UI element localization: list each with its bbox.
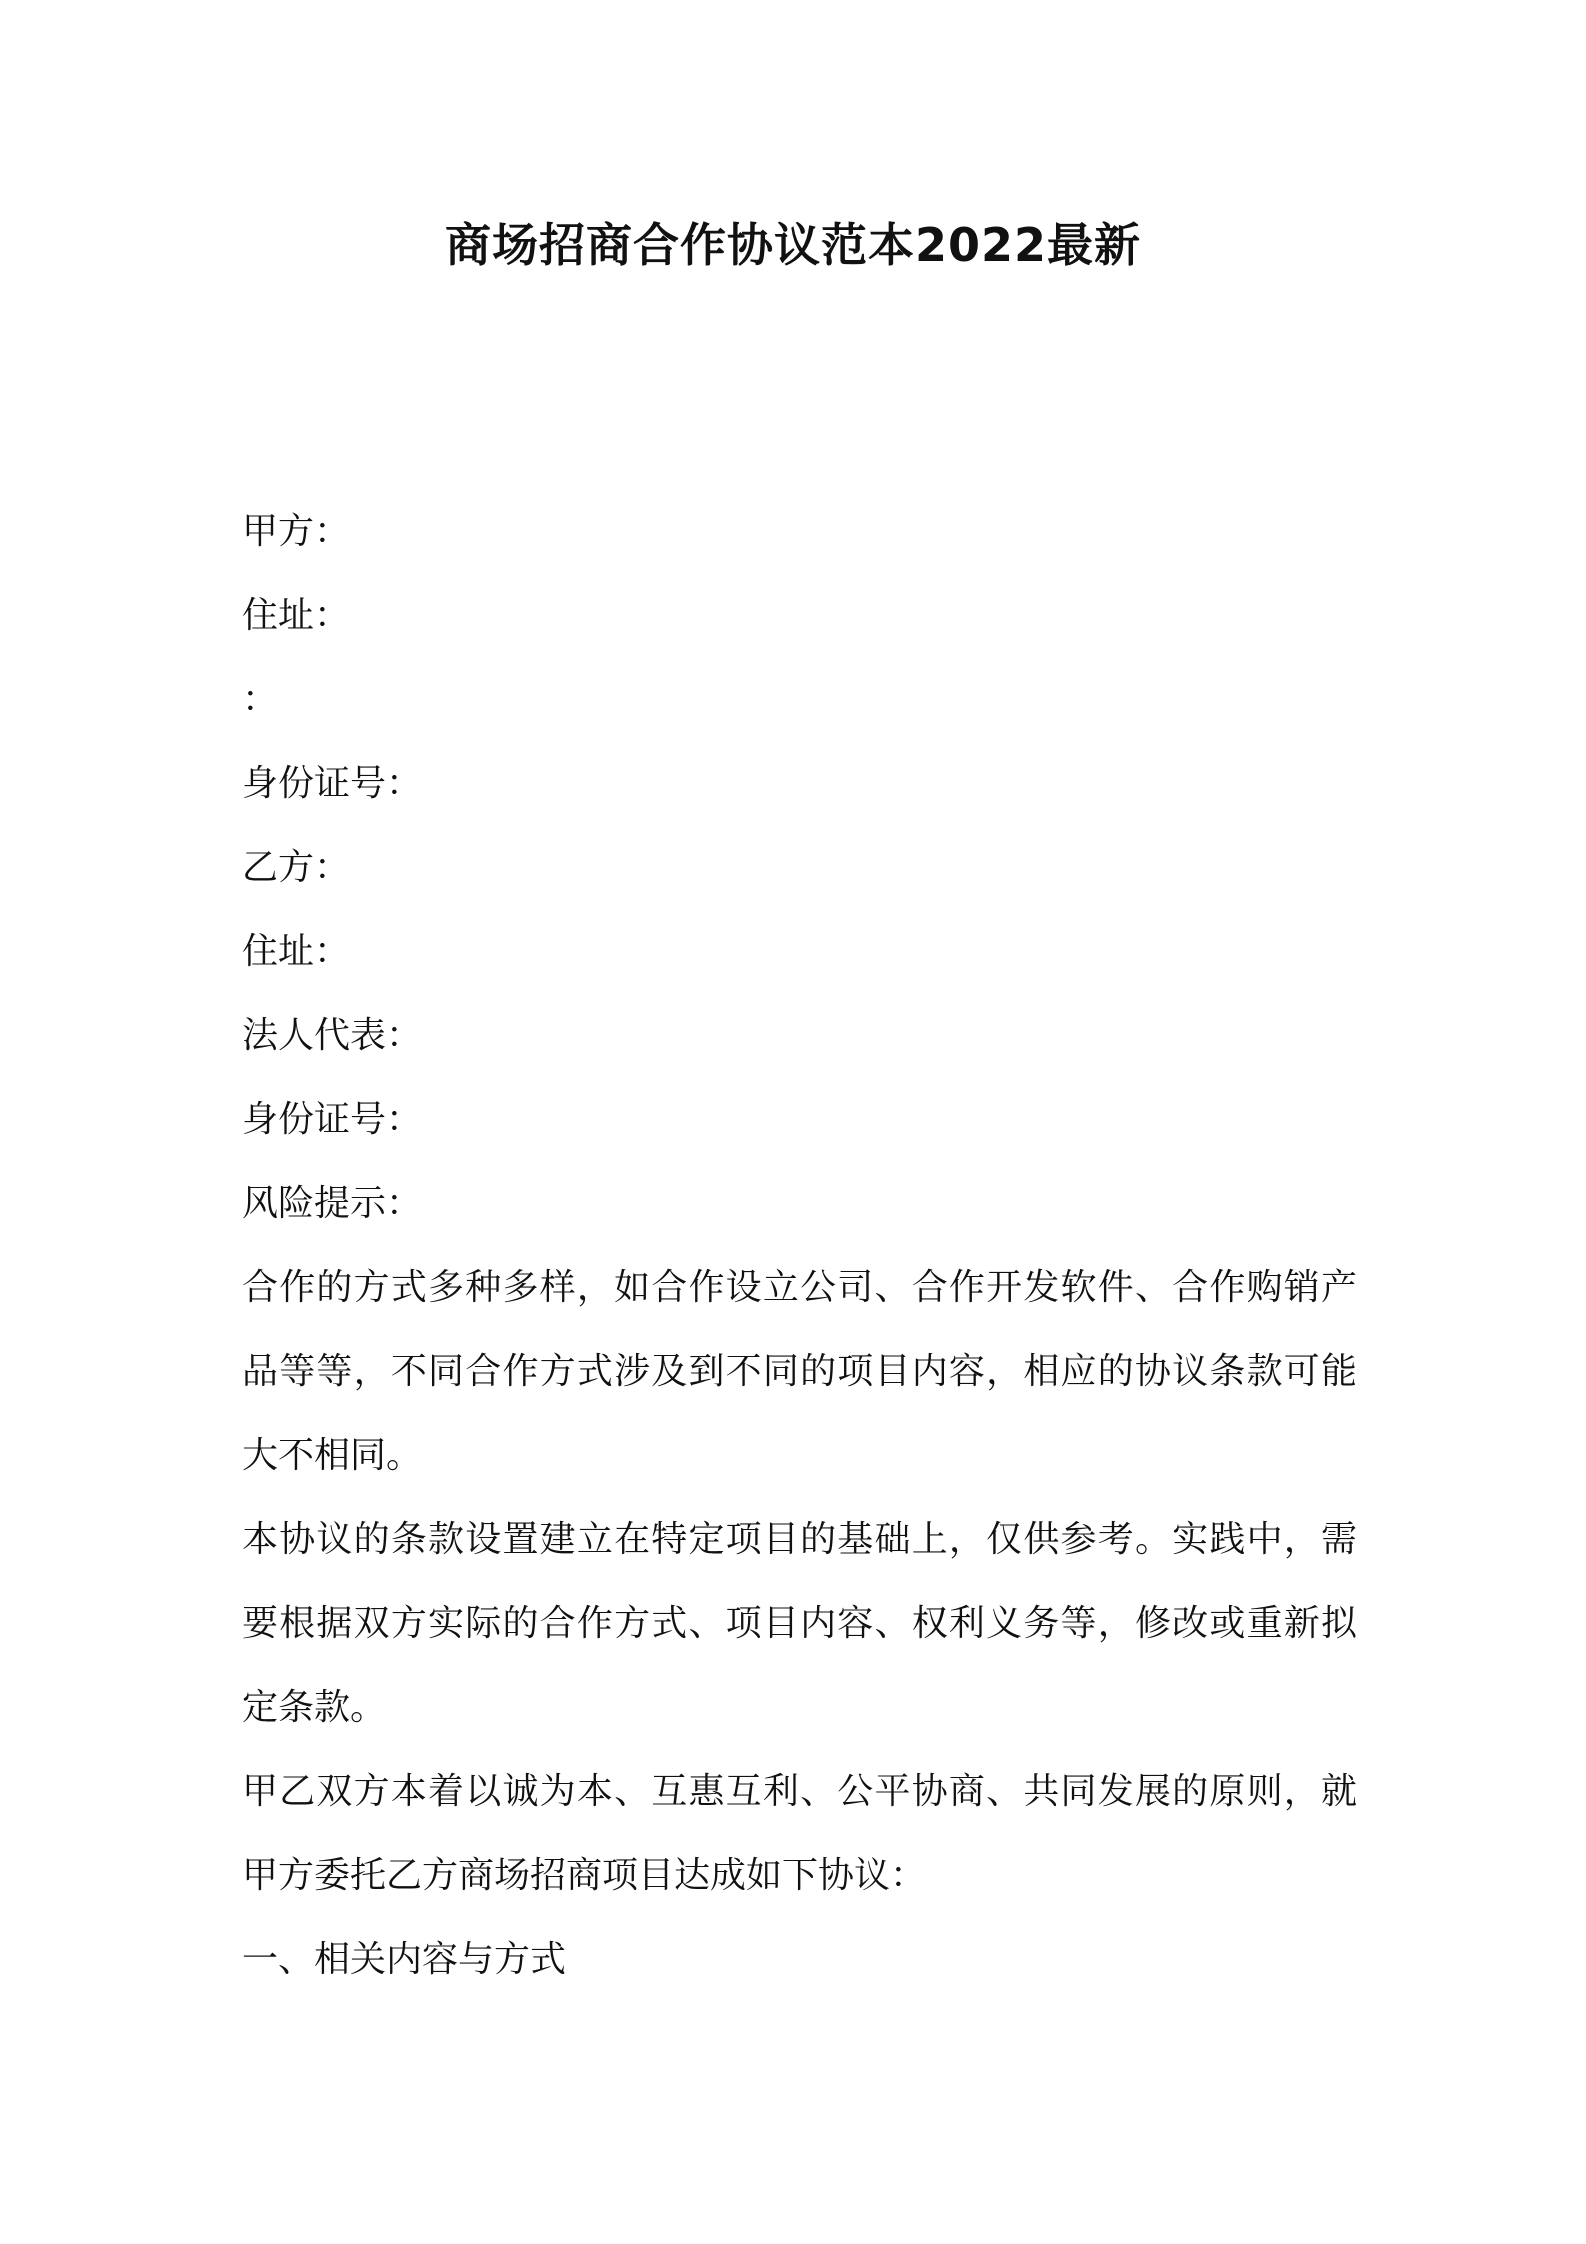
field-party-b: 乙方： [242, 847, 351, 888]
document-body [242, 490, 1357, 2002]
field-legal-representative: 法人代表： [242, 1015, 423, 1056]
paragraph-reference-notice: 本协议的条款设置建立在特定项目的基础上，仅供参考。实践中，需要根据双方实际的合作方式、项目内容、权利义务等，修改或重新拟定条款。 [242, 1519, 1357, 1728]
document-title: 商场招商合作协议范本2022最新 [444, 218, 1142, 272]
field-party-a: 甲方： [242, 511, 351, 552]
field-party-b-id-number: 身份证号： [242, 1099, 423, 1140]
paragraph-agreement-intro: 甲乙双方本着以诚为本、互惠互利、公平协商、共同发展的原则，就甲方委托乙方商场招商项目达成如下协议： [242, 1771, 1357, 1896]
field-blank: ： [242, 679, 279, 720]
field-risk-notice: 风险提示： [242, 1183, 423, 1224]
field-party-a-id-number: 身份证号： [242, 763, 423, 804]
section-heading: 一、相关内容与方式 [242, 1939, 567, 1980]
field-party-b-address: 住址： [242, 931, 351, 972]
field-party-a-address: 住址： [242, 595, 351, 636]
paragraph-cooperation-methods: 合作的方式多种多样，如合作设立公司、合作开发软件、合作购销产品等等，不同合作方式涉及到不同的项目内容，相应的协议条款可能大不相同。 [242, 1267, 1357, 1476]
